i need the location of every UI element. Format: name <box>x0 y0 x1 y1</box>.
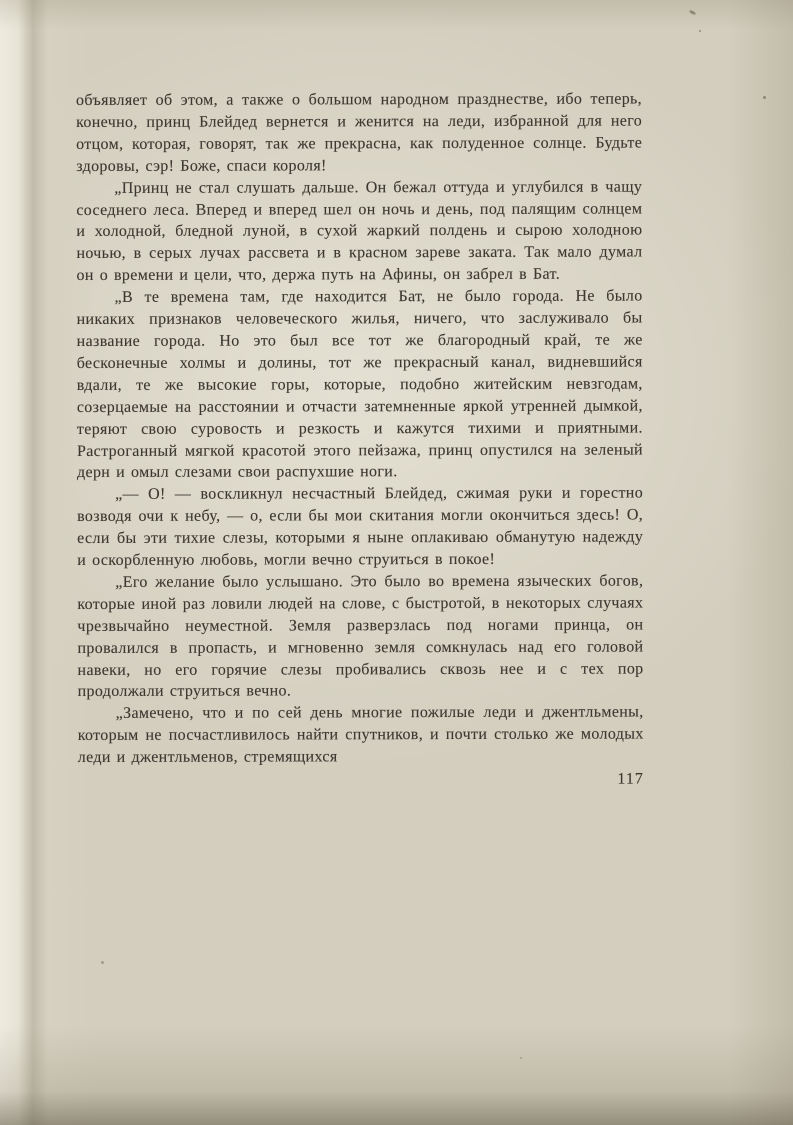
scan-speck <box>520 1057 522 1059</box>
scan-speck <box>689 10 697 16</box>
scan-speck <box>699 30 701 32</box>
paragraph: „Принц не стал слушать дальше. Он бежал оттуда и углубился в чащу соседнего леса. Вперед и вперед шел он ночь и день, под палящим солнцем и холодной, бледной луной, в сухой жаркий полдень и сырою холодною ночью, в серых лучах рассвета и в красном зареве заката. Так мало думал он о времени и цели, что, держа путь на Афины, он забрел в Бат. <box>76 178 643 285</box>
paragraph: „Замечено, что и по сей день многие пожилые леди и джентльмены, которым не посчастливилось найти спутников, и почти столько же молодых леди и джентльменов, стремящихся <box>77 703 644 767</box>
page-text <box>76 89 644 792</box>
scan-speck <box>763 96 766 99</box>
page-number: 117 <box>617 770 644 788</box>
paragraph: объявляет об этом, а также о большом народном празднестве, ибо теперь, конечно, принц Блейдед вернется и женится на леди, избранной для него отцом, которая, говорят, так же прекрасна, как полуденное солнце. Будьте здоровы, сэр! Боже, спаси короля! <box>76 90 643 175</box>
paragraph: „В те времена там, где находится Бат, не было города. Не было никаких признаков человеческого жилья, ничего, что заслуживало бы название города. Но это был все тот же благородный край, те же бесконечные холмы и долины, тот же прекрасный канал, видневшийся вдали, те же высокие горы, которые, подобно житейским невзгодам, созерцаемые на расстоянии и отчасти затемненные яркой утренней дымкой, теряют свою суровость и резкость и кажутся тихими и приятными. Растроганный мягкой красотой этого пейзажа, принц опустился на зеленый дерн и омыл слезами свои распухшие ноги. <box>76 287 643 482</box>
paragraph: „Его желание было услышано. Это было во времена языческих богов, которые иной раз ловили людей на слове, с быстротой, в некоторых случаях чрезвычайно неуместной. Земля разверзлась под ногами принца, он провалился в пропасть, и мгновенно земля сомкнулась над его головой навеки, но его горячие слезы пробивались сквозь нее и с тех пор продолжали струиться вечно. <box>77 572 644 701</box>
paragraph: „— О! — воскликнул несчастный Блейдед, сжимая руки и горестно возводя очи к небу, — о, если бы мои скитания могли окончиться здесь! О, если бы эти тихие слезы, которыми я ныне оплакиваю обманутую надежду и оскорбленную любовь, могли вечно струиться в покое! <box>77 484 644 570</box>
scan-speck <box>101 961 104 964</box>
